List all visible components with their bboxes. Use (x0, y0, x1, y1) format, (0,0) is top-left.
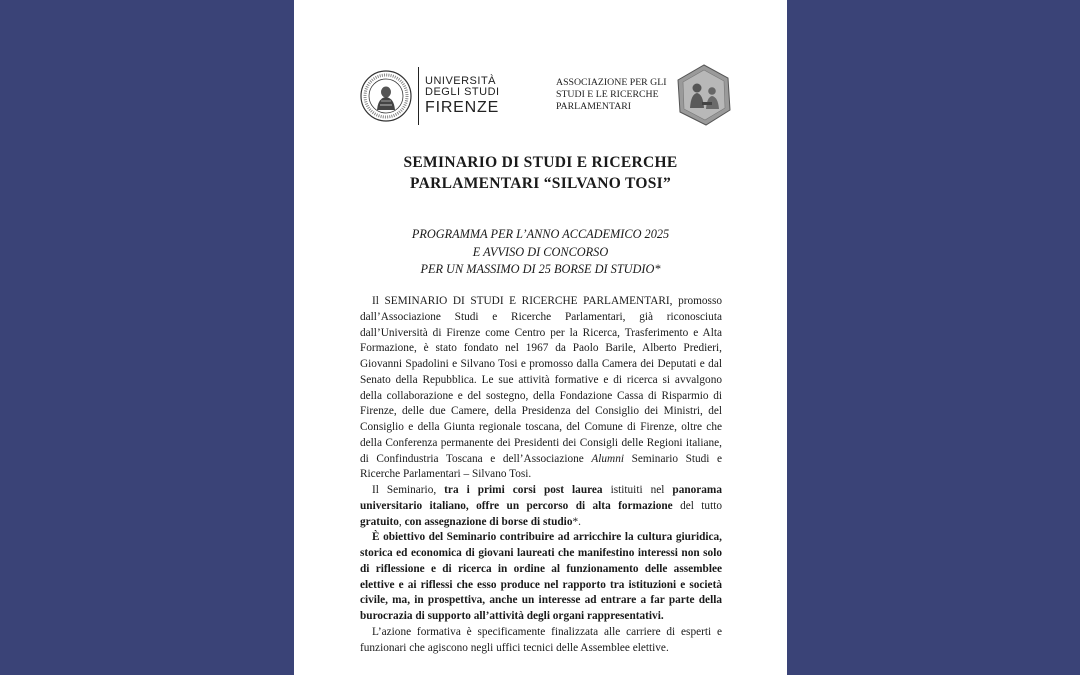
association-name-line1: ASSOCIAZIONE PER GLI (556, 77, 667, 89)
paragraph-intro-end: Seminario Studi e Ricerche Parlamentari – Silvano Tosi. (360, 452, 723, 481)
paragraph-training (360, 625, 722, 657)
p2-bold-h: con assegnazione di borse di studio (404, 515, 573, 528)
body-text (360, 294, 722, 656)
association-name-line2: STUDI E LE RICERCHE (556, 89, 659, 101)
logo-divider (418, 67, 419, 125)
university-name-line3: FIRENZE (425, 98, 500, 116)
association-emblem-icon (676, 64, 732, 126)
page-subtitle-line1: PROGRAMMA PER L’ANNO ACCADEMICO 2025 (411, 227, 670, 241)
p2-bold-d: panorama universitario italiano, offre un percorso di alta formazione (360, 484, 722, 512)
university-name (425, 76, 500, 117)
association-name (556, 77, 674, 113)
p2-text-i: *. (572, 515, 581, 528)
p2-bold-f: gratuito (360, 515, 399, 528)
page-subtitle-line3: PER UN MASSIMO DI 25 BORSE DI STUDIO* (420, 262, 661, 276)
association-logo (556, 64, 732, 126)
paragraph-objective-text: È obiettivo del Seminario contribuire ad arricchire la cultura giuridica, storica ed economica di giovani laureati che manifestino interessi non solo di riflessione e di ricerca in ordine al funzionamento delle assemblee elettive e ai riflessi che esso produce nel rapporto tra istituzioni e società civile, ma, in prospettiva, anche un interesse ad entrare a far parte della burocrazia di supporto all’attività degli organi rappresentativi. (360, 531, 722, 622)
p2-text-c: istituiti nel (602, 484, 673, 496)
paragraph-program (360, 483, 722, 530)
p2-text-e: del tutto (672, 499, 723, 512)
p2-text-a: Il Seminario, (372, 484, 445, 496)
paragraph-objective (360, 530, 722, 625)
paragraph-intro (360, 294, 722, 483)
paragraph-intro-text: Il SEMINARIO DI STUDI E RICERCHE PARLAMENTARI, promosso dall’Associazione Studi e Ricerche Parlamentari, già riconosciuta dall’Università di Firenze come Centro per la Ricerca, Trasferimento e Alta Formazione, è stato fondato nel 1967 da Paolo Barile, Alberto Predieri, Giovanni Spadolini e Silvano Tosi e promosso dalla Camera dei Deputati e dal Senato della Repubblica. Le sue attività formative e di ricerca si avvalgono della collaborazione e del sostegno, della Fondazione Cassa di Risparmio di Firenze, delle due Camere, della Presidenza del Consiglio dei Ministri, del Consiglio e della Giunta regionale toscana, del Comune di Firenze, oltre che della Conferenza permanente dei Presidenti dei Consigli delle Regioni italiane, di Confindustria Toscana e dell’Associazione (360, 295, 722, 465)
paragraph-training-text: L’azione formativa è specificamente finalizzata alle carriere di esperti e funzionari che agiscono negli uffici tecnici delle Assemblee elettive. (360, 625, 722, 654)
university-name-line2: DEGLI STUDI (425, 86, 500, 99)
university-name-line1: UNIVERSITÀ (425, 74, 497, 87)
page-title-line2: PARLAMENTARI “SILVANO TOSI” (409, 175, 672, 192)
page-subtitle-line2: E AVVISO DI CONCORSO (472, 244, 609, 259)
page-subtitle (294, 226, 787, 279)
p2-text-g: , (398, 515, 405, 528)
page-title-line1: SEMINARIO DI STUDI E RICERCHE (403, 154, 678, 171)
page-title (294, 152, 787, 194)
association-name-line3: PARLAMENTARI (556, 100, 632, 112)
alumni-italic: Alumni (591, 452, 624, 465)
university-seal-icon (360, 70, 412, 122)
document-page (294, 0, 787, 675)
p2-bold-b: tra i primi corsi post laurea (444, 484, 603, 496)
university-logo (360, 64, 500, 128)
